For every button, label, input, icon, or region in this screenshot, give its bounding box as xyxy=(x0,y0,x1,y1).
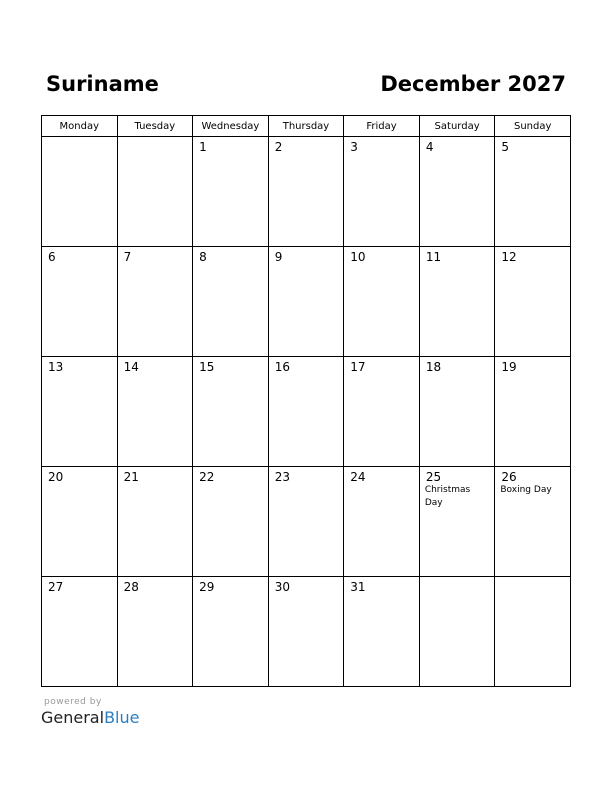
day-number: 28 xyxy=(123,580,139,594)
day-number xyxy=(495,577,570,580)
day-cell xyxy=(42,467,118,577)
day-number: 5 xyxy=(501,140,510,154)
day-cell xyxy=(268,137,344,247)
day-number: 27 xyxy=(48,580,64,594)
week-row xyxy=(42,467,571,577)
day-number: 3 xyxy=(350,140,358,154)
day-cell xyxy=(495,137,571,247)
day-number: 9 xyxy=(274,250,283,264)
day-number: 24 xyxy=(350,470,366,484)
day-cell xyxy=(268,357,344,467)
calendar-grid xyxy=(41,115,571,687)
day-cell xyxy=(495,577,571,687)
weekday-tuesday: Tuesday xyxy=(117,116,193,137)
day-cell xyxy=(117,577,193,687)
day-cell xyxy=(193,467,269,577)
day-cell xyxy=(42,577,118,687)
day-cell-christmas xyxy=(419,467,495,577)
day-number: 22 xyxy=(199,470,215,484)
day-number: 16 xyxy=(274,360,290,374)
day-cell xyxy=(419,137,495,247)
day-number: 20 xyxy=(48,470,64,484)
weekday-monday: Monday xyxy=(42,116,118,137)
day-number: 4 xyxy=(425,140,434,154)
day-number: 10 xyxy=(350,250,366,264)
day-cell xyxy=(344,137,420,247)
day-number: 19 xyxy=(501,360,517,374)
weekday-header-row xyxy=(42,116,571,137)
day-cell xyxy=(193,357,269,467)
day-number: 29 xyxy=(199,580,215,594)
day-cell xyxy=(42,247,118,357)
day-number: 2 xyxy=(274,140,283,154)
weekday-sunday: Sunday xyxy=(495,116,571,137)
day-cell xyxy=(42,137,118,247)
month-year-title: December 2027 xyxy=(380,72,566,96)
weekday-thursday: Thursday xyxy=(268,116,344,137)
weekday-wednesday: Wednesday xyxy=(193,116,269,137)
country-title: Suriname xyxy=(46,72,159,96)
day-number: 14 xyxy=(123,360,139,374)
powered-by-label: powered by xyxy=(44,697,102,707)
day-cell xyxy=(193,247,269,357)
day-cell xyxy=(193,577,269,687)
week-row xyxy=(42,137,571,247)
day-number: 23 xyxy=(274,470,290,484)
day-number: 30 xyxy=(274,580,290,594)
day-number: 11 xyxy=(425,250,442,264)
day-cell xyxy=(193,137,269,247)
day-cell xyxy=(495,247,571,357)
day-cell xyxy=(495,357,571,467)
generalblue-logo[interactable] xyxy=(41,708,139,728)
day-number xyxy=(118,137,193,140)
day-cell xyxy=(268,247,344,357)
day-number xyxy=(420,577,495,580)
day-number: 17 xyxy=(350,360,366,374)
day-cell xyxy=(419,247,495,357)
weekday-saturday: Saturday xyxy=(419,116,495,137)
day-number: 13 xyxy=(48,360,64,374)
day-cell xyxy=(117,357,193,467)
day-cell xyxy=(419,577,495,687)
day-cell xyxy=(117,247,193,357)
day-cell xyxy=(344,247,420,357)
holiday-label: Boxing Day xyxy=(500,485,552,495)
day-cell xyxy=(344,467,420,577)
day-number: 31 xyxy=(350,580,366,594)
day-cell-boxing-day xyxy=(495,467,571,577)
week-row xyxy=(42,357,571,467)
day-cell xyxy=(344,577,420,687)
day-number: 15 xyxy=(199,360,215,374)
day-cell xyxy=(268,577,344,687)
week-row xyxy=(42,247,571,357)
holiday-label: Christmas Day xyxy=(424,485,471,508)
day-number: 21 xyxy=(123,470,139,484)
weekday-friday: Friday xyxy=(344,116,420,137)
brand-general: General xyxy=(41,708,105,727)
day-number: 18 xyxy=(425,360,442,374)
day-number: 26 xyxy=(501,470,517,484)
day-cell xyxy=(419,357,495,467)
day-number: 25 xyxy=(425,470,442,484)
day-number: 6 xyxy=(48,250,56,264)
day-cell xyxy=(117,137,193,247)
day-number xyxy=(42,137,117,140)
day-number: 1 xyxy=(199,140,207,154)
day-number: 8 xyxy=(199,250,207,264)
day-cell xyxy=(117,467,193,577)
day-cell xyxy=(268,467,344,577)
day-number: 12 xyxy=(501,250,517,264)
brand-blue: Blue xyxy=(104,708,140,727)
week-row xyxy=(42,577,571,687)
day-cell xyxy=(42,357,118,467)
day-number: 7 xyxy=(123,250,132,264)
day-cell xyxy=(344,357,420,467)
